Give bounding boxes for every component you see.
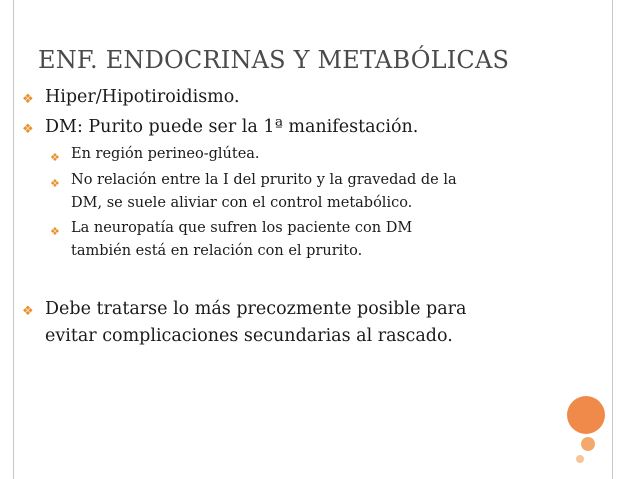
sub-bullet-text-line: también está en relación con el prurito. xyxy=(71,243,363,259)
sub-bullet-text-line: La neuropatía que sufren los paciente con DM xyxy=(71,220,413,236)
bullet-text: Hiper/Hipotiroidismo. xyxy=(45,87,240,107)
decorative-circle-tiny xyxy=(576,455,584,463)
sub-bullet-text: En región perineo-glútea. xyxy=(71,146,260,162)
sub-bullet-text-line: No relación entre la I del prurito y la gravedad de la xyxy=(71,172,457,188)
slide-title: ENF. ENDOCRINAS Y METABÓLICAS xyxy=(38,46,510,74)
bullet-diamond-icon: ❖ xyxy=(22,92,34,107)
decorative-circle-large xyxy=(567,396,605,434)
sub-bullet-diamond-icon: ❖ xyxy=(50,177,60,190)
sub-bullet-text-line: DM, se suele aliviar con el control metabólico. xyxy=(71,195,413,211)
bullet-text-line: Debe tratarse lo más precozmente posible para xyxy=(45,299,467,319)
decorative-circle-small xyxy=(581,437,595,451)
sub-bullet-diamond-icon: ❖ xyxy=(50,225,60,238)
bullet-diamond-icon: ❖ xyxy=(22,304,34,319)
bullet-text: DM: Purito puede ser la 1ª manifestación. xyxy=(45,117,419,137)
bullet-text-line: evitar complicaciones secundarias al rascado. xyxy=(45,326,453,346)
bullet-diamond-icon: ❖ xyxy=(22,122,34,137)
sub-bullet-diamond-icon: ❖ xyxy=(50,151,60,164)
